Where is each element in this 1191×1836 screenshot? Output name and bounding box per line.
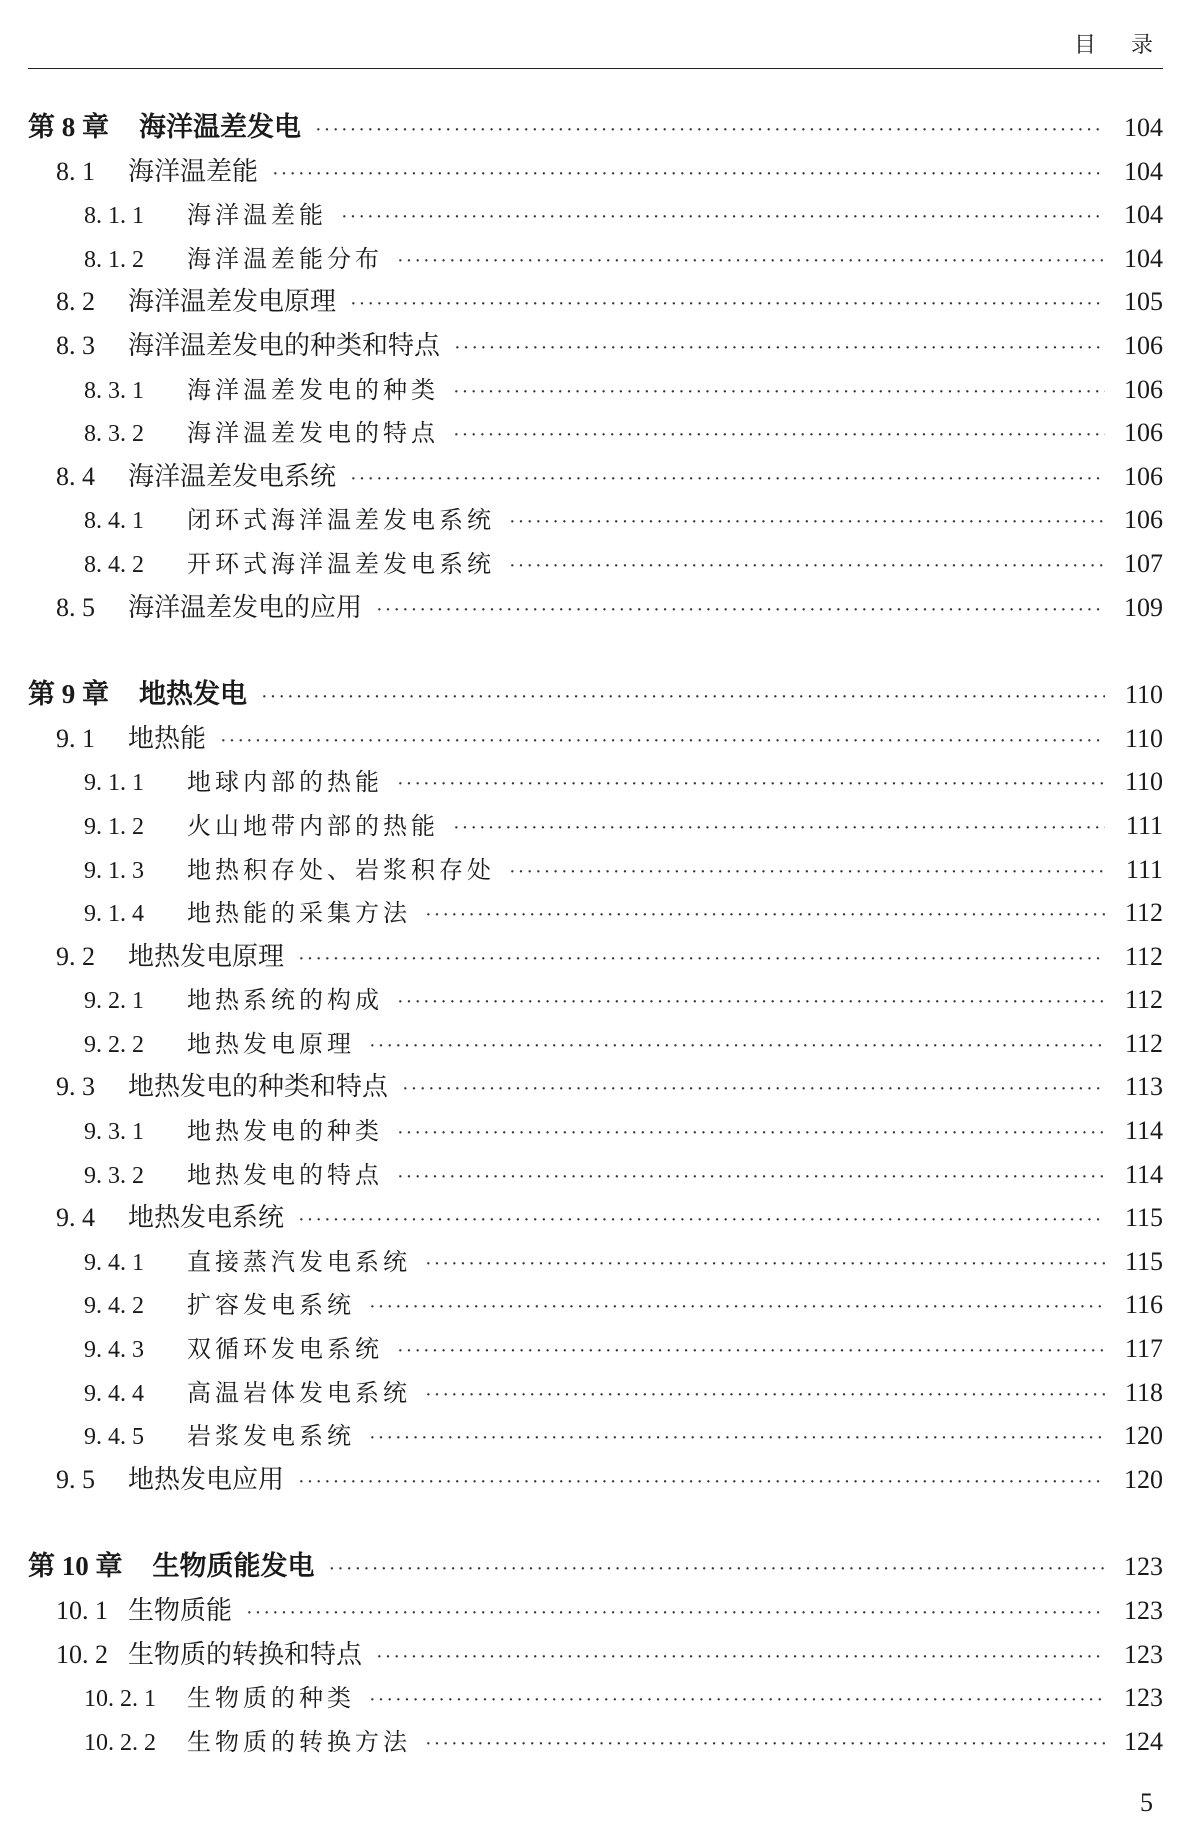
- toc-section-entry[interactable]: [28, 1196, 1163, 1240]
- entry-page-number: 116: [1124, 1290, 1163, 1320]
- entry-page-number: 107: [1124, 548, 1163, 578]
- entry-number: 9. 2. 1: [84, 988, 144, 1015]
- entry-number: 8. 5: [56, 592, 95, 622]
- entry-page-number: 106: [1124, 461, 1163, 491]
- toc-section-entry[interactable]: [28, 1589, 1163, 1633]
- toc-subsection-entry[interactable]: [28, 1720, 1163, 1764]
- entry-number: 9. 4. 1: [84, 1249, 144, 1276]
- toc-chapter: [28, 106, 1163, 629]
- entry-page-number: 124: [1124, 1726, 1163, 1756]
- entry-title: 生物质能: [128, 1596, 233, 1626]
- table-of-contents: [28, 106, 1163, 1807]
- dot-leader: [298, 1461, 1105, 1505]
- toc-subsection-entry[interactable]: [28, 848, 1163, 892]
- entry-number: 第 9 章: [28, 679, 109, 710]
- toc-subsection-entry[interactable]: [28, 1676, 1163, 1720]
- toc-section-entry[interactable]: [28, 455, 1163, 499]
- entry-page-number: 115: [1124, 1203, 1163, 1233]
- entry-title: 海洋温差能分布: [187, 244, 383, 273]
- entry-title: 双循环发电系统: [187, 1335, 383, 1364]
- toc-subsection-entry[interactable]: [28, 411, 1163, 455]
- entry-title: 海洋温差发电系统: [128, 461, 337, 492]
- dot-leader: [509, 501, 1105, 545]
- entry-title: 地热发电系统: [128, 1203, 285, 1234]
- toc-subsection-entry[interactable]: [28, 1371, 1163, 1415]
- entry-title: 地热发电原理: [187, 1029, 355, 1058]
- entry-number: 8. 3. 1: [84, 377, 144, 404]
- dot-leader: [298, 1199, 1105, 1243]
- entry-title: 开环式海洋温差发电系统: [187, 549, 495, 578]
- toc-section-entry[interactable]: [28, 935, 1163, 979]
- toc-section-entry[interactable]: [28, 280, 1163, 324]
- entry-number: 9. 4. 5: [84, 1424, 144, 1451]
- toc-section-entry[interactable]: [28, 324, 1163, 368]
- dot-leader: [397, 981, 1105, 1025]
- entry-page-number: 117: [1124, 1334, 1163, 1364]
- entry-page-number: 112: [1124, 985, 1163, 1015]
- entry-number: 9. 3. 2: [84, 1162, 144, 1189]
- entry-number: 10. 2. 1: [84, 1686, 156, 1713]
- entry-number: 8. 4: [56, 461, 95, 491]
- entry-page-number: 106: [1124, 330, 1163, 360]
- entry-page-number: 120: [1124, 1464, 1163, 1494]
- dot-leader: [425, 894, 1105, 938]
- dot-leader: [397, 763, 1105, 807]
- toc-subsection-entry[interactable]: [28, 1283, 1163, 1327]
- header-rule: [28, 68, 1163, 69]
- entry-number: 9. 2: [56, 941, 95, 971]
- entry-title: 海洋温差发电: [139, 112, 301, 143]
- entry-number: 9. 1. 4: [84, 901, 144, 928]
- entry-number: 9. 5: [56, 1464, 95, 1494]
- entry-page-number: 109: [1124, 592, 1163, 622]
- entry-title: 地球内部的热能: [187, 768, 383, 797]
- entry-title: 海洋温差能: [128, 156, 259, 187]
- dot-leader: [350, 458, 1105, 502]
- entry-title: 岩浆发电系统: [187, 1422, 355, 1451]
- entry-title: 海洋温差发电的应用: [128, 592, 363, 623]
- entry-page-number: 114: [1124, 1159, 1163, 1189]
- entry-title: 海洋温差能: [187, 201, 327, 230]
- entry-page-number: 104: [1124, 200, 1163, 230]
- entry-number: 8. 3: [56, 330, 95, 360]
- toc-subsection-entry[interactable]: [28, 237, 1163, 281]
- entry-number: 10. 2. 2: [84, 1729, 156, 1756]
- entry-page-number: 112: [1124, 898, 1163, 928]
- entry-page-number: 113: [1124, 1072, 1163, 1102]
- entry-title: 生物质的转换方法: [187, 1727, 411, 1756]
- dot-leader: [369, 1286, 1105, 1330]
- entry-title: 地热发电: [139, 679, 247, 711]
- entry-number: 第 8 章: [28, 112, 109, 142]
- toc-chapter-entry[interactable]: [28, 1545, 1163, 1589]
- dot-leader: [425, 1374, 1105, 1418]
- dot-leader: [376, 1636, 1105, 1680]
- entry-title: 海洋温差发电原理: [128, 287, 337, 318]
- dot-leader: [397, 1330, 1105, 1374]
- toc-section-entry[interactable]: [28, 717, 1163, 761]
- entry-title: 地热发电的种类: [187, 1117, 383, 1146]
- dot-leader: [453, 414, 1105, 458]
- entry-title: 火山地带内部的热能: [187, 811, 439, 840]
- entry-page-number: 115: [1124, 1246, 1163, 1276]
- entry-page-number: 123: [1124, 1639, 1163, 1669]
- entry-page-number: 118: [1124, 1377, 1163, 1407]
- toc-chapter: [28, 673, 1163, 1501]
- toc-subsection-entry[interactable]: [28, 193, 1163, 237]
- dot-leader: [369, 1417, 1105, 1461]
- dot-leader: [329, 1548, 1106, 1592]
- dot-leader: [261, 676, 1105, 720]
- entry-page-number: 112: [1124, 1028, 1163, 1058]
- entry-title: 生物质能发电: [152, 1551, 315, 1583]
- entry-title: 地热能的采集方法: [187, 899, 411, 928]
- entry-title: 直接蒸汽发电系统: [187, 1247, 411, 1276]
- entry-page-number: 104: [1124, 243, 1163, 273]
- dot-leader: [509, 851, 1105, 895]
- dot-leader: [397, 1112, 1105, 1156]
- entry-page-number: 120: [1124, 1421, 1163, 1451]
- entry-number: 8. 4. 1: [84, 508, 144, 535]
- dot-leader: [350, 283, 1105, 327]
- entry-title: 扩容发电系统: [187, 1291, 355, 1320]
- toc-subsection-entry[interactable]: [28, 891, 1163, 935]
- entry-page-number: 123: [1124, 1596, 1163, 1625]
- toc-subsection-entry[interactable]: [28, 498, 1163, 542]
- toc-subsection-entry[interactable]: [28, 1022, 1163, 1066]
- toc-subsection-entry[interactable]: [28, 368, 1163, 412]
- entry-number: 第 10 章: [28, 1551, 123, 1582]
- entry-number: 10. 1: [56, 1596, 108, 1625]
- toc-section-entry[interactable]: [28, 586, 1163, 630]
- entry-number: 9. 4. 3: [84, 1337, 144, 1364]
- entry-page-number: 112: [1124, 941, 1163, 971]
- entry-title: 地热发电的特点: [187, 1160, 383, 1189]
- dot-leader: [272, 153, 1105, 197]
- toc-subsection-entry[interactable]: [28, 1414, 1163, 1458]
- entry-number: 9. 1. 1: [84, 770, 144, 797]
- page-number: 5: [1140, 1788, 1153, 1817]
- toc-section-entry[interactable]: [28, 1065, 1163, 1109]
- toc-subsection-entry[interactable]: [28, 978, 1163, 1022]
- entry-page-number: 111: [1125, 854, 1163, 884]
- entry-title: 地热发电应用: [128, 1464, 285, 1495]
- entry-number: 9. 4: [56, 1203, 95, 1233]
- dot-leader: [341, 196, 1105, 240]
- entry-page-number: 105: [1124, 287, 1163, 317]
- dot-leader: [509, 545, 1105, 589]
- entry-page-number: 106: [1124, 418, 1163, 448]
- dot-leader: [397, 240, 1105, 284]
- entry-title: 高温岩体发电系统: [187, 1378, 411, 1407]
- entry-number: 10. 2: [56, 1639, 108, 1669]
- dot-leader: [369, 1025, 1105, 1069]
- entry-title: 地热发电的种类和特点: [128, 1072, 389, 1103]
- dot-leader: [376, 589, 1105, 633]
- entry-title: 生物质的转换和特点: [128, 1639, 363, 1670]
- entry-page-number: 104: [1124, 113, 1163, 142]
- entry-title: 地热系统的构成: [187, 986, 383, 1015]
- dot-leader: [425, 1723, 1105, 1767]
- entry-page-number: 123: [1124, 1683, 1163, 1713]
- toc-subsection-entry[interactable]: [28, 1327, 1163, 1371]
- toc-subsection-entry[interactable]: [28, 804, 1163, 848]
- dot-leader: [298, 938, 1105, 982]
- entry-title: 生物质的种类: [187, 1684, 355, 1713]
- entry-page-number: 114: [1124, 1116, 1163, 1146]
- dot-leader: [246, 1592, 1105, 1636]
- toc-subsection-entry[interactable]: [28, 1109, 1163, 1153]
- entry-page-number: 110: [1124, 767, 1163, 797]
- entry-number: 8. 2: [56, 287, 95, 317]
- running-head: 目 录: [1074, 33, 1153, 58]
- toc-subsection-entry[interactable]: [28, 1240, 1163, 1284]
- toc-section-entry[interactable]: [28, 1633, 1163, 1677]
- dot-leader: [453, 807, 1105, 851]
- entry-number: 9. 4. 2: [84, 1293, 144, 1320]
- entry-number: 9. 1. 3: [84, 857, 144, 884]
- entry-title: 地热能: [128, 723, 207, 754]
- entry-number: 9. 3: [56, 1072, 95, 1102]
- entry-number: 9. 1: [56, 723, 95, 753]
- dot-leader: [402, 1068, 1105, 1112]
- toc-chapter-entry[interactable]: [28, 673, 1163, 717]
- dot-leader: [220, 720, 1105, 764]
- entry-page-number: 106: [1124, 505, 1163, 535]
- entry-number: 8. 1. 1: [84, 203, 144, 230]
- toc-chapter-entry[interactable]: [28, 106, 1163, 150]
- entry-number: 9. 2. 2: [84, 1031, 144, 1058]
- toc-subsection-entry[interactable]: [28, 760, 1163, 804]
- entry-title: 海洋温差发电的种类: [187, 375, 439, 404]
- entry-page-number: 110: [1124, 680, 1163, 710]
- toc-section-entry[interactable]: [28, 1458, 1163, 1502]
- entry-page-number: 123: [1124, 1552, 1163, 1582]
- dot-leader: [453, 371, 1105, 415]
- entry-title: 海洋温差发电的特点: [187, 419, 439, 448]
- entry-title: 地热积存处、岩浆积存处: [187, 855, 495, 884]
- dot-leader: [369, 1679, 1105, 1723]
- entry-number: 8. 1. 2: [84, 246, 144, 273]
- entry-title: 地热发电原理: [128, 941, 285, 972]
- entry-title: 海洋温差发电的种类和特点: [128, 330, 441, 361]
- entry-page-number: 110: [1124, 723, 1163, 753]
- dot-leader: [397, 1156, 1105, 1200]
- dot-leader: [454, 327, 1105, 371]
- entry-page-number: 104: [1124, 156, 1163, 186]
- entry-number: 9. 1. 2: [84, 813, 144, 840]
- toc-section-entry[interactable]: [28, 150, 1163, 194]
- toc-subsection-entry[interactable]: [28, 542, 1163, 586]
- entry-page-number: 106: [1124, 374, 1163, 404]
- entry-number: 9. 3. 1: [84, 1119, 144, 1146]
- dot-leader: [425, 1243, 1105, 1287]
- entry-number: 8. 4. 2: [84, 551, 144, 578]
- dot-leader: [315, 109, 1105, 153]
- entry-page-number: 111: [1125, 810, 1163, 840]
- entry-number: 8. 1: [56, 156, 95, 186]
- entry-number: 9. 4. 4: [84, 1380, 144, 1407]
- toc-subsection-entry[interactable]: [28, 1153, 1163, 1197]
- entry-number: 8. 3. 2: [84, 421, 144, 448]
- entry-title: 闭环式海洋温差发电系统: [187, 506, 495, 535]
- toc-chapter: [28, 1545, 1163, 1763]
